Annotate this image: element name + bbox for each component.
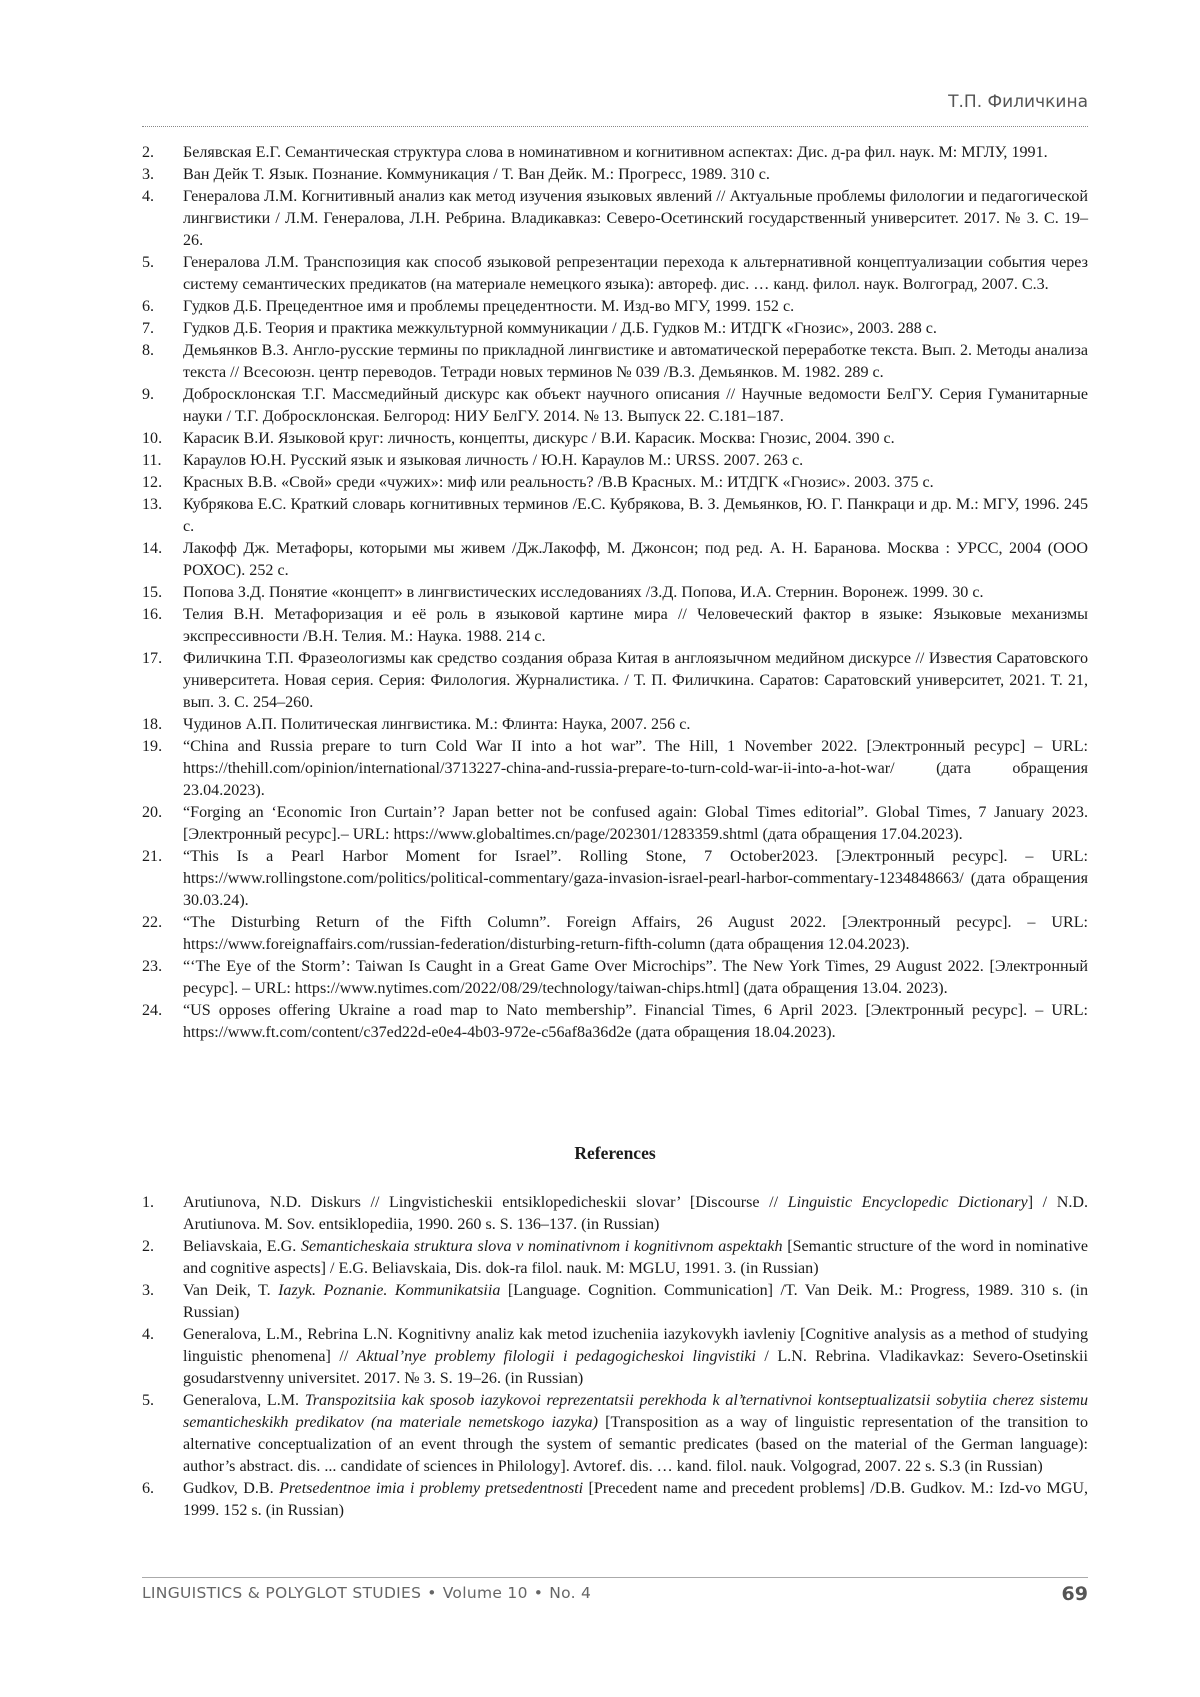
reference-item bbox=[142, 802, 1088, 846]
reference-text: Ван Дейк Т. Язык. Познание. Коммуникация / Т. Ван Дейк. М.: Прогресс, 1989. 310 с. bbox=[183, 166, 770, 183]
reference-text: Красных В.В. «Свой» среди «чужих»: миф или реальность? /В.В Красных. М.: ИТДГК «Гнозис». 2003. 375 с. bbox=[183, 474, 934, 491]
header-divider bbox=[142, 126, 1088, 127]
reference-number: 9. bbox=[142, 386, 155, 403]
footer-journal-info bbox=[142, 1584, 591, 1602]
reference-item bbox=[142, 142, 1088, 164]
reference-number: 23. bbox=[142, 958, 163, 975]
reference-text: “This Is a Pearl Harbor Moment for Israel”. Rolling Stone, 7 October2023. [Электронный ресурс]. – URL: https://www.rollingstone.com/politics/political-commentary/gaza-invasion-israel-pearl-harbor-commentary-1234848663/ (дата обращения 30.03.24). bbox=[183, 848, 1088, 909]
reference-text: “US opposes offering Ukraine a road map to Nato membership”. Financial Times, 6 April 2023. [Электронный ресурс]. – URL: https://www.ft.com/content/c37ed22d-e0e4-4b03-972e-c56af8a36d2e (дата обращения 18.04.2023). bbox=[183, 1002, 1088, 1041]
reference-text bbox=[183, 1192, 1088, 1236]
reference-item bbox=[142, 1236, 1088, 1280]
reference-list-russian bbox=[142, 142, 1088, 1044]
reference-text: Карасик В.И. Языковой круг: личность, концепты, дискурс / В.И. Карасик. Москва: Гнозис, 2004. 390 с. bbox=[183, 430, 895, 447]
reference-item bbox=[142, 956, 1088, 1000]
reference-number: 12. bbox=[142, 474, 163, 491]
reference-text-part: Generalova, L.M., Rebrina L.N. Kognitivny analiz kak metod izucheniia iazykovykh iavleniy [Cognitive analysis as a method of studying linguistic phenomena] // bbox=[183, 1326, 1088, 1365]
reference-number: 4. bbox=[142, 1326, 155, 1343]
reference-item bbox=[142, 1478, 1088, 1522]
reference-item bbox=[142, 648, 1088, 714]
reference-item bbox=[142, 1000, 1088, 1044]
reference-text-part: Arutiunova, N.D. Diskurs // Lingvisticheskii entsiklopedicheskii slovar’ [Discourse // bbox=[183, 1194, 788, 1211]
page-number: 69 bbox=[1061, 1583, 1088, 1605]
reference-item bbox=[142, 912, 1088, 956]
references-heading: References bbox=[574, 1143, 656, 1163]
reference-text: Гудков Д.Б. Прецедентное имя и проблемы прецедентности. М. Изд-во МГУ, 1999. 152 с. bbox=[183, 298, 795, 315]
reference-number: 3. bbox=[142, 1282, 155, 1299]
reference-number: 2. bbox=[142, 1238, 155, 1255]
reference-title-italic: Semanticheskaia struktura slova v nominativnom i kognitivnom aspektakh bbox=[300, 1238, 783, 1255]
reference-text: “China and Russia prepare to turn Cold War II into a hot war”. The Hill, 1 November 2022. [Электронный ресурс] – URL: https://thehill.com/opinion/international/3713227-china-and-russia-prepare-to-turn-cold-war-ii-into-a-hot-war/ (дата обращения 23.04.2023). bbox=[183, 738, 1088, 799]
reference-number: 21. bbox=[142, 848, 163, 865]
reference-item bbox=[142, 604, 1088, 648]
running-head-author: Т.П. Филичкина bbox=[948, 92, 1088, 112]
reference-number: 6. bbox=[142, 1480, 155, 1497]
reference-text-part: Gudkov, D.B. bbox=[183, 1480, 280, 1497]
reference-number: 5. bbox=[142, 1392, 155, 1409]
reference-text: Добросклонская Т.Г. Массмедийный дискурс как объект научного описания // Научные ведомости БелГУ. Серия Гуманитарные науки / Т.Г. Добросклонская. Белгород: НИУ БелГУ. 2014. № 13. Выпуск 22. С.181–187. bbox=[183, 386, 1088, 425]
reference-text-part: [Transposition as a way of linguistic representation of the transition to alternative conceptualization of an event through the system of semantic predicates (based on the material of the German language): author’s abstract. dis. ... candidate of sciences in Philology]. Avtoref. dis. … kand. filol. nauk. Volgograd, 2007. 22 s. S.3 (in Russian) bbox=[183, 1414, 1089, 1475]
reference-item bbox=[142, 296, 1088, 318]
reference-number: 1. bbox=[142, 1194, 155, 1211]
reference-text-part: Generalova, L.M. bbox=[183, 1392, 305, 1409]
reference-text: Телия В.Н. Метафоризация и её роль в языковой картине мира // Человеческий фактор в языке: Языковые механизмы экспрессивности /В.Н. Телия. М.: Наука. 1988. 214 с. bbox=[183, 606, 1088, 645]
reference-list-english bbox=[142, 1192, 1088, 1522]
reference-number: 18. bbox=[142, 716, 163, 733]
reference-item bbox=[142, 428, 1088, 450]
separator-dot: • bbox=[533, 1584, 544, 1602]
reference-number: 4. bbox=[142, 188, 155, 205]
reference-title-italic: Pretsedentnoe imia i problemy pretsedentnosti bbox=[279, 1480, 584, 1497]
reference-text bbox=[183, 1390, 1088, 1478]
reference-item bbox=[142, 472, 1088, 494]
volume-label: Volume 10 bbox=[442, 1584, 528, 1602]
reference-text-part: Van Deik, T. bbox=[183, 1282, 279, 1299]
reference-item bbox=[142, 1324, 1088, 1390]
separator-dot: • bbox=[427, 1584, 437, 1602]
reference-item bbox=[142, 1390, 1088, 1478]
reference-text: Попова З.Д. Понятие «концепт» в лингвистических исследованиях /З.Д. Попова, И.А. Стернин. Воронеж. 1999. 30 с. bbox=[183, 584, 984, 601]
reference-item bbox=[142, 318, 1088, 340]
reference-number: 10. bbox=[142, 430, 163, 447]
reference-number: 17. bbox=[142, 650, 163, 667]
reference-text: Филичкина Т.П. Фразеологизмы как средство создания образа Китая в англоязычном медийном дискурсе // Известия Саратовского университета. Новая серия. Серия: Филология. Журналистика. / Т. П. Филичкина. Саратов: Саратовский университет, 2021. Т. 21, вып. 3. С. 254–260. bbox=[183, 650, 1088, 711]
reference-number: 7. bbox=[142, 320, 155, 337]
reference-number: 24. bbox=[142, 1002, 163, 1019]
reference-item bbox=[142, 538, 1088, 582]
reference-title-italic: Linguistic Encyclopedic Dictionary bbox=[787, 1194, 1028, 1211]
reference-number: 3. bbox=[142, 166, 155, 183]
reference-text-part: [Precedent name and precedent problems] /D.B. Gudkov. M.: Izd-vo MGU, 1999. 152 s. (in Russian) bbox=[183, 1480, 1088, 1519]
reference-text bbox=[183, 1324, 1088, 1390]
reference-text bbox=[183, 1236, 1088, 1280]
reference-number: 20. bbox=[142, 804, 163, 821]
reference-item bbox=[142, 582, 1088, 604]
reference-item bbox=[142, 846, 1088, 912]
reference-number: 19. bbox=[142, 738, 163, 755]
reference-item bbox=[142, 252, 1088, 296]
reference-item bbox=[142, 1280, 1088, 1324]
reference-item bbox=[142, 340, 1088, 384]
reference-item bbox=[142, 164, 1088, 186]
reference-text bbox=[183, 1478, 1088, 1522]
reference-title-italic: Aktual’nye problemy filologii i pedagogicheskoi lingvistiki bbox=[356, 1348, 756, 1365]
footer-divider bbox=[142, 1577, 1088, 1578]
reference-number: 6. bbox=[142, 298, 155, 315]
issue-label: No. 4 bbox=[549, 1584, 592, 1602]
reference-number: 2. bbox=[142, 144, 155, 161]
reference-text-part: / L.N. Rebrina. Vladikavkaz: Severo-Osetinskii gosudarstvenny universitet. 2017. № 3. S. 19–26. (in Russian) bbox=[183, 1348, 1088, 1387]
reference-text: “‘The Eye of the Storm’: Taiwan Is Caught in a Great Game Over Microchips”. The New York Times, 29 August 2022. [Электронный ресурс]. – URL: https://www.nytimes.com/2022/08/29/technology/taiwan-chips.html] (дата обращения 13.04. 2023). bbox=[183, 958, 1088, 997]
reference-item bbox=[142, 494, 1088, 538]
reference-title-italic: Iazyk. Poznanie. Kommunikatsiia bbox=[278, 1282, 501, 1299]
reference-number: 15. bbox=[142, 584, 163, 601]
journal-name: LINGUISTICS & POLYGLOT STUDIES bbox=[142, 1584, 422, 1602]
reference-text-part: [Semantic structure of the word in nominative and cognitive aspects] / E.G. Beliavskaia, Dis. dok-ra filol. nauk. M: MGLU, 1991. 3. (in Russian) bbox=[183, 1238, 1088, 1277]
reference-number: 11. bbox=[142, 452, 162, 469]
reference-number: 14. bbox=[142, 540, 163, 557]
reference-text: Белявская Е.Г. Семантическая структура слова в номинативном и когнитивном аспектах: Дис. д-ра фил. наук. М: МГЛУ, 1991. bbox=[183, 144, 1048, 161]
reference-item bbox=[142, 714, 1088, 736]
reference-number: 16. bbox=[142, 606, 163, 623]
reference-text: “Forging an ‘Economic Iron Curtain’? Japan better not be confused again: Global Times editorial”. Global Times, 7 January 2023. [Электронный ресурс].– URL: https://www.globaltimes.cn/page/202301/1283359.shtml (дата обращения 17.04.2023). bbox=[183, 804, 1088, 843]
reference-text-part: Beliavskaia, E.G. bbox=[183, 1238, 301, 1255]
reference-text: Генералова Л.М. Когнитивный анализ как метод изучения языковых явлений // Актуальные проблемы филологии и педагогической лингвистики / Л.М. Генералова, Л.Н. Ребрина. Владикавказ: Северо-Осетинский государственный университет. 2017. № 3. С. 19–26. bbox=[183, 188, 1088, 249]
reference-text: Караулов Ю.Н. Русский язык и языковая личность / Ю.Н. Караулов М.: URSS. 2007. 263 с. bbox=[183, 452, 804, 469]
reference-text: Генералова Л.М. Транспозиция как способ языковой репрезентации перехода к альтернативной концептуализации события через систему семантических предикатов (на материале немецкого языка): автореф. дис. … канд. филол. наук. Волгоград, 2007. С.3. bbox=[183, 254, 1088, 293]
reference-item bbox=[142, 1192, 1088, 1236]
reference-text-part: [Language. Cognition. Communication] /T. Van Deik. M.: Progress, 1989. 310 s. (in Russian) bbox=[183, 1282, 1089, 1321]
reference-text-part: ] / N.D. Arutiunova. M. Sov. entsiklopediia, 1990. 260 s. S. 136–137. (in Russian) bbox=[183, 1194, 1088, 1233]
reference-text: Лакофф Дж. Метафоры, которыми мы живем /Дж.Лакофф, М. Джонсон; под ред. А. Н. Баранова. Москва : УРСС, 2004 (ООО РОХОС). 252 с. bbox=[183, 540, 1088, 579]
reference-text: “The Disturbing Return of the Fifth Column”. Foreign Affairs, 26 August 2022. [Электронный ресурс]. – URL: https://www.foreignaffairs.com/russian-federation/disturbing-return-fifth-column (дата обращения 12.04.2023). bbox=[183, 914, 1088, 953]
reference-item bbox=[142, 736, 1088, 802]
reference-number: 22. bbox=[142, 914, 163, 931]
reference-title-italic: Transpozitsiia kak sposob iazykovoi reprezentatsii perekhoda k al’ternativnoi kontseptualizatsii sobytiia cherez sistemu semanticheskikh predikatov (na materiale nemetskogo iazyka) bbox=[183, 1392, 1088, 1431]
reference-number: 8. bbox=[142, 342, 155, 359]
reference-item bbox=[142, 186, 1088, 252]
reference-number: 13. bbox=[142, 496, 163, 513]
reference-text bbox=[183, 1280, 1088, 1324]
reference-text: Гудков Д.Б. Теория и практика межкультурной коммуникации / Д.Б. Гудков М.: ИТДГК «Гнозис», 2003. 288 с. bbox=[183, 320, 937, 337]
reference-number: 5. bbox=[142, 254, 155, 271]
reference-text: Чудинов А.П. Политическая лингвистика. М.: Флинта: Наука, 2007. 256 с. bbox=[183, 716, 691, 733]
reference-text: Кубрякова Е.С. Краткий словарь когнитивных терминов /Е.С. Кубрякова, В. З. Демьянков, Ю. Г. Панкраци и др. М.: МГУ, 1996. 245 с. bbox=[183, 496, 1088, 535]
reference-item bbox=[142, 450, 1088, 472]
reference-item bbox=[142, 384, 1088, 428]
reference-text: Демьянков В.З. Англо-русские термины по прикладной лингвистике и автоматической переработке текста. Вып. 2. Методы анализа текста // Всесоюзн. центр переводов. Тетради новых терминов № 039 /В.З. Демьянков. М. 1982. 289 с. bbox=[183, 342, 1088, 381]
